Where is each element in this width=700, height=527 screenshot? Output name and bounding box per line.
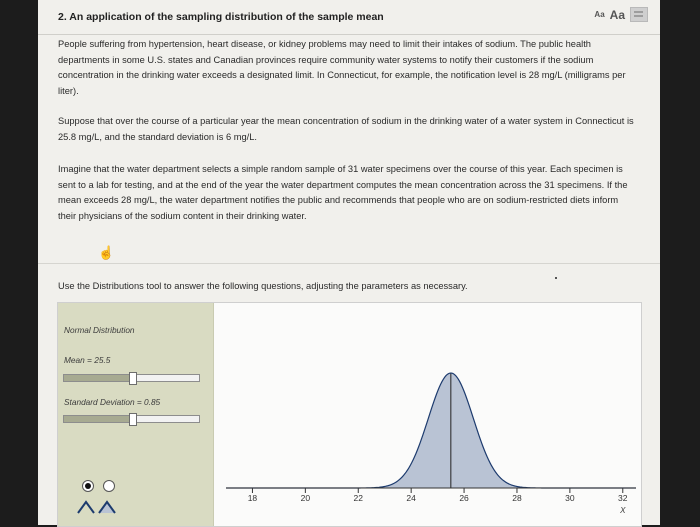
section-divider [38, 263, 660, 264]
hand-cursor-icon: ☝ [98, 245, 115, 260]
paragraph-mean-concentration: Suppose that over the course of a particular year the mean concentration of sodium in the drinking water of a water system in Connecticut is 25.8 mg/L, and the standard deviation is 6 mg/L. [58, 116, 634, 142]
x-tick-label: 32 [618, 493, 628, 503]
x-tick-label: 20 [300, 493, 311, 503]
required-dot [555, 277, 557, 279]
distribution-plot [218, 303, 641, 526]
mean-slider-fill [64, 375, 132, 381]
sd-slider-fill [64, 416, 132, 422]
x-axis-label: X [620, 506, 626, 515]
x-tick-label: 18 [247, 493, 258, 503]
question-title: 2. An application of the sampling distribution of the sample mean [58, 11, 384, 23]
sd-slider[interactable] [63, 415, 200, 423]
mode-radio-1[interactable] [82, 480, 94, 492]
sd-label: Standard Deviation = 0.85 [64, 397, 161, 407]
text-size-tools [594, 7, 648, 22]
sd-slider-thumb[interactable] [129, 413, 137, 426]
instruction-text: Use the Distributions tool to answer the following questions, adjusting the parameters as necessary. [58, 281, 468, 291]
question-page [38, 0, 660, 525]
paragraph-random-sample: Imagine that the water department selects a simple random sample of 31 water specimens over the course of this year. Each specimen is sent to a lab for testing, and at the end of the year the water department computes the mean concentration across the 31 specimens. If the mean exceeds 28 mg/L, the water department notifies the public and recommends that people who are on sodium-restricted diets inform their physicians of the sodium content in their drinking water. [58, 164, 628, 221]
paragraph-hypertension: People suffering from hypertension, heart disease, or kidney problems may need to limit their intakes of sodium. The public health departments in some U.S. states and Canadian provinces require community water systems to notify their customers if the sodium concentration in the drinking water exceeds a designated limit. In Connecticut, for example, the notification level is 28 mg/L (milligrams per liter). [58, 39, 626, 96]
mode-radio-2[interactable] [103, 480, 115, 492]
mean-slider-thumb[interactable] [129, 372, 137, 385]
shaded-curve-icon[interactable] [98, 500, 116, 514]
decrease-font-button[interactable]: Aa [594, 10, 605, 19]
distribution-name: Normal Distribution [64, 325, 135, 335]
controls-panel [58, 303, 214, 526]
mean-slider[interactable] [63, 374, 200, 382]
x-tick-label: 28 [512, 493, 522, 503]
increase-font-button[interactable]: Aa [609, 7, 625, 22]
x-tick-label: 24 [406, 493, 416, 503]
x-tick-label: 26 [459, 493, 469, 503]
x-tick-label: 30 [565, 493, 575, 503]
x-tick-label: 22 [353, 493, 363, 503]
single-curve-icon[interactable] [77, 500, 95, 514]
print-icon[interactable] [630, 7, 648, 22]
distributions-tool [57, 302, 642, 527]
question-header [38, 0, 660, 35]
mean-label: Mean = 25.5 [64, 355, 111, 365]
